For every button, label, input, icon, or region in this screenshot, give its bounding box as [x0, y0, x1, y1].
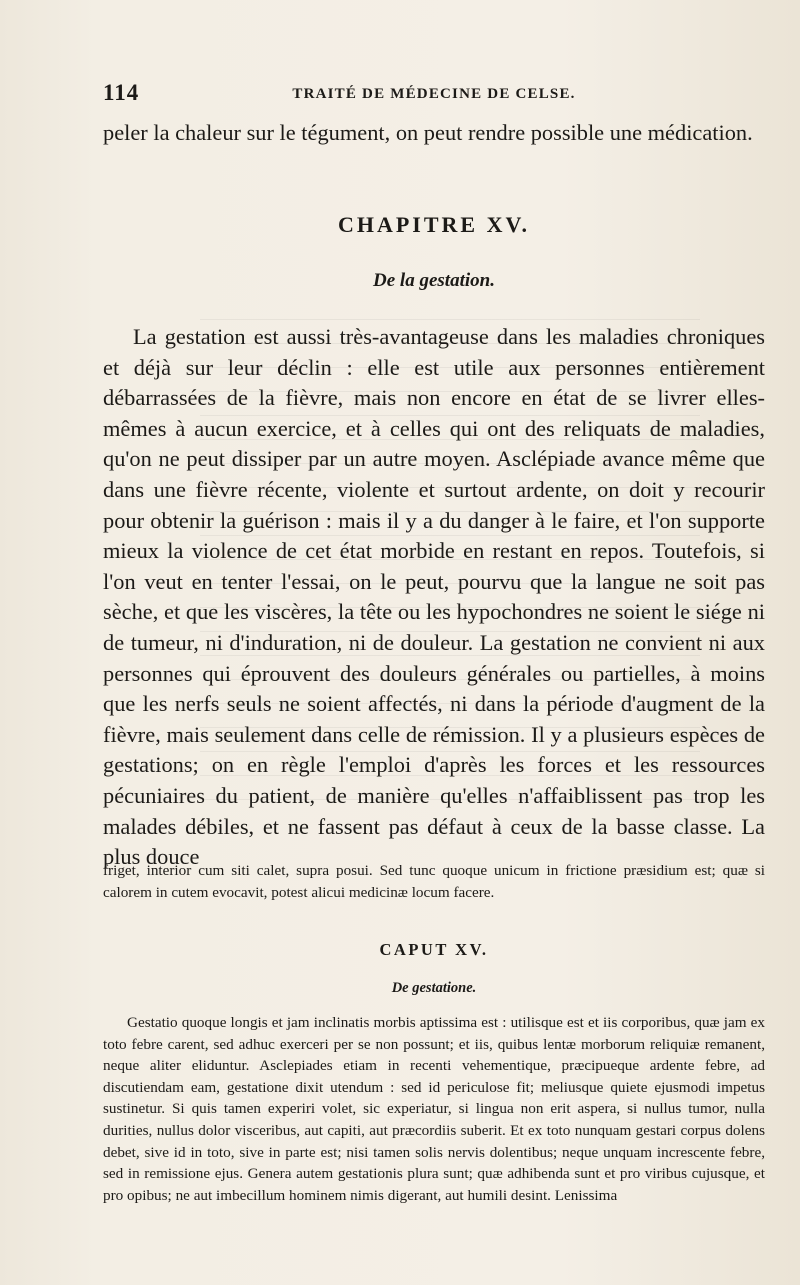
latin-intro-text: friget, interior cum siti calet, supra posui. Sed tunc quoque unicum in frictione præsidium est; quæ si calorem in cutem evocavit, potest alicui medicinæ locum facere. [103, 862, 765, 901]
french-body [103, 322, 765, 873]
french-intro [103, 118, 765, 149]
page-number: 114 [103, 80, 140, 105]
french-chapter-title: CHAPITRE XV. [337, 212, 531, 237]
latin-chapter-title: CAPUT XV. [379, 940, 489, 959]
latin-subtitle: De gestatione. [391, 980, 477, 996]
latin-body-text: Gestatio quoque longis et jam inclinatis morbis aptissima est : utilisque est et iis corporibus, quæ jam ex toto febre carent, sed adhuc exerceri per se non possunt; et iis, quibus lentæ morborum reliquiæ remanent, neque aliter eliduntur. Asclepiades etiam in recenti vehementique, præcipueque ardente febre, ad discutiendam eam, gestatione dixit utendum : sed id periculose fit; meliusque quiete ejusmodi impetus sustinetur. Si quis tamen experiri volet, sic experiatur, si lingua non erit aspera, si nullus tumor, nulla durities, nullus dolor visceribus, aut capiti, aut præcordiis suberit. Et ex toto nunquam gestari corpus dolens debet, sive id in toto, sive in parte est; nisi tamen solis nervis dolentibus; neque unquam increscente febre, sed in remissione ejus. Genera autem gestationis plura sunt; quæ adhibenda sunt et pro viribus cujusque, et pro opibus; ne aut imbecillum hominem nimis digerant, aut humili desint. Lenissima [103, 1014, 765, 1204]
french-subtitle: De la gestation. [373, 270, 495, 291]
latin-original [103, 860, 765, 1204]
page-header [103, 80, 765, 112]
french-intro-text: peler la chaleur sur le tégument, on peut rendre possible une médication. [103, 120, 753, 145]
running-title: TRAITÉ DE MÉDECINE DE CELSE. [292, 86, 576, 102]
french-body-text: La gestation est aussi très-avantageuse dans les maladies chroniques et déjà sur leur déclin : elle est utile aux personnes entièrement débarrassées de la fièvre, mais non encore en état de se livrer elles-mêmes à aucun exercice, et à celles qui ont des reliquats de maladies, qu'on ne peut dissiper par un autre moyen. Asclépiade avance même que dans une fièvre récente, violente et surtout ardente, on doit y recourir pour obtenir la guérison : mais il y a du danger à le faire, et l'on supporte mieux la violence de cet état morbide en restant en repos. Toutefois, si l'on veut en tenter l'essai, on le peut, pourvu que la langue ne soit pas sèche, et que les viscères, la tête ou les hypochondres ne soient le siége ni de tumeur, ni d'induration, ni de douleur. La gestation ne convient ni aux personnes qui éprouvent des douleurs générales ou partielles, à moins que les nerfs seuls ne soient affectés, ni dans la période d'augment de la fièvre, mais seulement dans celle de rémission. Il y a plusieurs espèces de gestations; on en règle l'emploi d'après les forces et les ressources pécuniaires du patient, de manière qu'elles n'affaiblissent pas trop les malades débiles, et ne fassent pas défaut à ceux de la basse classe. La plus douce [103, 324, 765, 870]
latin-body [103, 1012, 765, 1206]
